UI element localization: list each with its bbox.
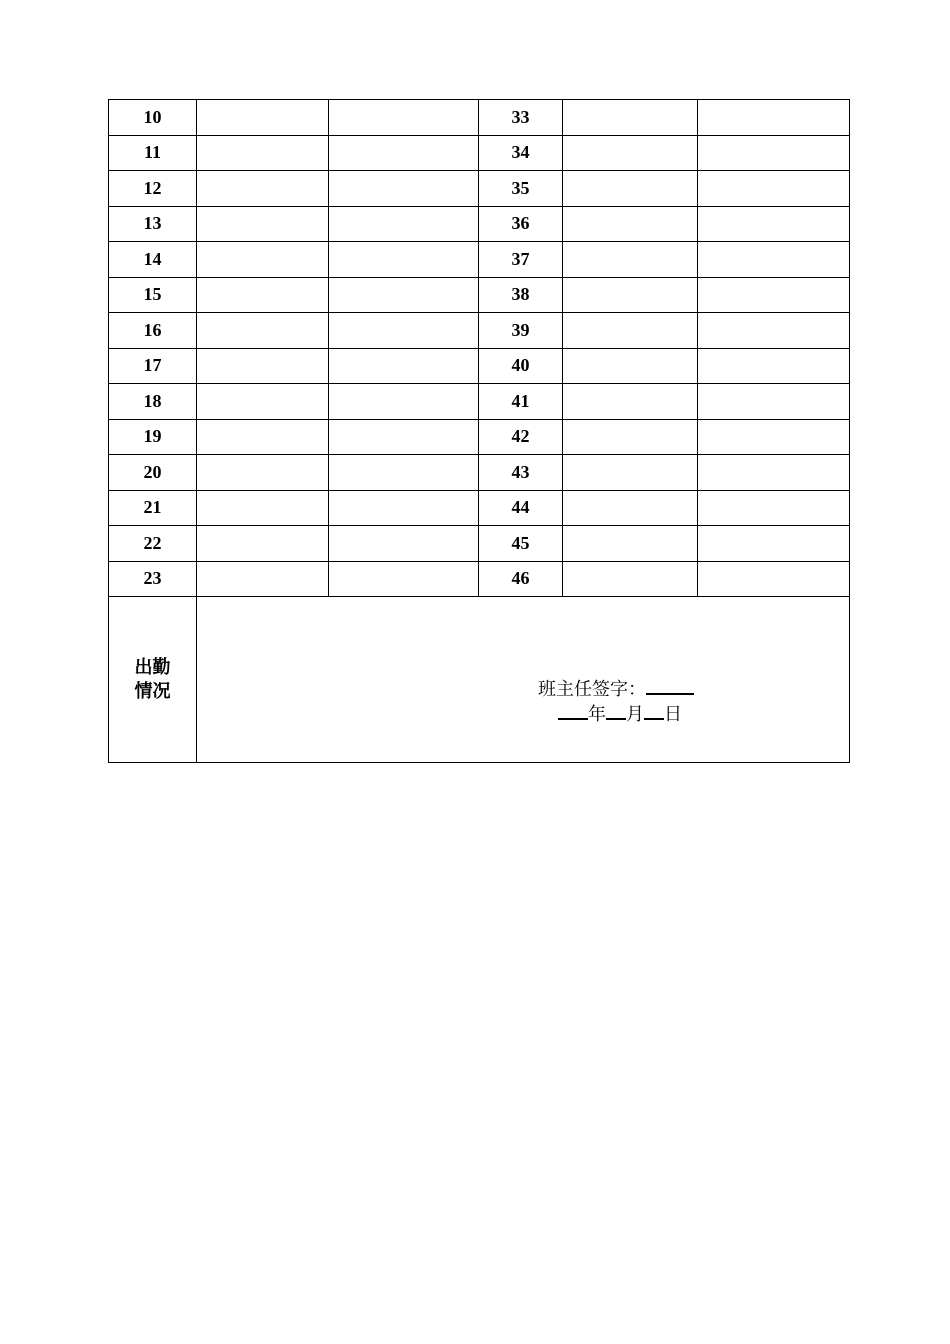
- student-number-left: 23: [109, 561, 197, 597]
- table-row: [109, 242, 850, 278]
- table-row: [109, 313, 850, 349]
- attendance-table: [108, 99, 850, 763]
- empty-cell[interactable]: [329, 561, 479, 597]
- table-row: [109, 348, 850, 384]
- day-label: 日: [664, 704, 682, 725]
- empty-cell[interactable]: [698, 455, 850, 491]
- day-blank[interactable]: [644, 704, 664, 720]
- empty-cell[interactable]: [698, 419, 850, 455]
- student-number-left: 16: [109, 313, 197, 349]
- empty-cell[interactable]: [563, 490, 698, 526]
- empty-cell[interactable]: [563, 100, 698, 136]
- empty-cell[interactable]: [197, 384, 329, 420]
- empty-cell[interactable]: [197, 526, 329, 562]
- attendance-label: [109, 597, 197, 763]
- student-number-left: 14: [109, 242, 197, 278]
- empty-cell[interactable]: [698, 348, 850, 384]
- empty-cell[interactable]: [563, 348, 698, 384]
- student-number-right: 41: [479, 384, 563, 420]
- year-label: 年: [588, 704, 606, 725]
- empty-cell[interactable]: [698, 490, 850, 526]
- table-row: [109, 526, 850, 562]
- attendance-label-line2: 情况: [134, 680, 171, 702]
- empty-cell[interactable]: [698, 561, 850, 597]
- empty-cell[interactable]: [197, 419, 329, 455]
- empty-cell[interactable]: [563, 206, 698, 242]
- empty-cell[interactable]: [329, 348, 479, 384]
- empty-cell[interactable]: [698, 100, 850, 136]
- empty-cell[interactable]: [197, 490, 329, 526]
- student-number-right: 34: [479, 135, 563, 171]
- empty-cell[interactable]: [563, 419, 698, 455]
- empty-cell[interactable]: [698, 206, 850, 242]
- empty-cell[interactable]: [329, 455, 479, 491]
- student-number-right: 40: [479, 348, 563, 384]
- table-row: [109, 455, 850, 491]
- empty-cell[interactable]: [197, 206, 329, 242]
- table-body: [109, 100, 850, 763]
- empty-cell[interactable]: [197, 277, 329, 313]
- empty-cell[interactable]: [563, 313, 698, 349]
- empty-cell[interactable]: [563, 561, 698, 597]
- student-number-right: 38: [479, 277, 563, 313]
- student-number-left: 20: [109, 455, 197, 491]
- student-number-right: 39: [479, 313, 563, 349]
- empty-cell[interactable]: [563, 242, 698, 278]
- table-row: [109, 490, 850, 526]
- table-row: [109, 135, 850, 171]
- empty-cell[interactable]: [563, 277, 698, 313]
- student-number-left: 22: [109, 526, 197, 562]
- empty-cell[interactable]: [197, 348, 329, 384]
- student-number-right: 37: [479, 242, 563, 278]
- student-number-left: 12: [109, 171, 197, 207]
- empty-cell[interactable]: [698, 313, 850, 349]
- table-row: [109, 206, 850, 242]
- signature-line: [538, 677, 694, 702]
- empty-cell[interactable]: [563, 526, 698, 562]
- empty-cell[interactable]: [329, 100, 479, 136]
- table-row: [109, 171, 850, 207]
- student-number-left: 17: [109, 348, 197, 384]
- student-number-right: 43: [479, 455, 563, 491]
- empty-cell[interactable]: [329, 419, 479, 455]
- year-blank[interactable]: [558, 704, 588, 720]
- empty-cell[interactable]: [698, 171, 850, 207]
- student-number-right: 44: [479, 490, 563, 526]
- month-blank[interactable]: [606, 704, 626, 720]
- student-number-left: 10: [109, 100, 197, 136]
- empty-cell[interactable]: [329, 384, 479, 420]
- empty-cell[interactable]: [329, 135, 479, 171]
- student-number-left: 15: [109, 277, 197, 313]
- student-number-right: 33: [479, 100, 563, 136]
- empty-cell[interactable]: [563, 135, 698, 171]
- empty-cell[interactable]: [329, 277, 479, 313]
- empty-cell[interactable]: [197, 455, 329, 491]
- table-row: [109, 384, 850, 420]
- empty-cell[interactable]: [197, 100, 329, 136]
- student-number-right: 42: [479, 419, 563, 455]
- empty-cell[interactable]: [563, 455, 698, 491]
- table-row: [109, 419, 850, 455]
- table-row: [109, 100, 850, 136]
- empty-cell[interactable]: [329, 242, 479, 278]
- student-number-left: 19: [109, 419, 197, 455]
- empty-cell[interactable]: [197, 171, 329, 207]
- table-row: [109, 561, 850, 597]
- student-number-right: 35: [479, 171, 563, 207]
- student-number-right: 36: [479, 206, 563, 242]
- empty-cell[interactable]: [563, 384, 698, 420]
- signature-block: [538, 677, 694, 727]
- empty-cell[interactable]: [197, 135, 329, 171]
- attendance-row: [109, 597, 850, 763]
- empty-cell[interactable]: [329, 171, 479, 207]
- signature-blank[interactable]: [646, 679, 694, 695]
- empty-cell[interactable]: [698, 384, 850, 420]
- empty-cell[interactable]: [698, 277, 850, 313]
- student-number-right: 46: [479, 561, 563, 597]
- empty-cell[interactable]: [563, 171, 698, 207]
- empty-cell[interactable]: [329, 313, 479, 349]
- empty-cell[interactable]: [197, 561, 329, 597]
- empty-cell[interactable]: [698, 242, 850, 278]
- student-number-left: 11: [109, 135, 197, 171]
- student-number-left: 21: [109, 490, 197, 526]
- table-row: [109, 277, 850, 313]
- empty-cell[interactable]: [329, 206, 479, 242]
- month-label: 月: [626, 704, 644, 725]
- student-number-right: 45: [479, 526, 563, 562]
- date-line: [538, 702, 694, 727]
- teacher-signature-label: 班主任签字：: [538, 679, 646, 700]
- empty-cell[interactable]: [329, 526, 479, 562]
- attendance-label-line1: 出勤: [134, 656, 171, 678]
- empty-cell[interactable]: [698, 135, 850, 171]
- empty-cell[interactable]: [197, 242, 329, 278]
- attendance-remarks[interactable]: [197, 597, 850, 763]
- empty-cell[interactable]: [329, 490, 479, 526]
- empty-cell[interactable]: [698, 526, 850, 562]
- empty-cell[interactable]: [197, 313, 329, 349]
- student-number-left: 18: [109, 384, 197, 420]
- student-number-left: 13: [109, 206, 197, 242]
